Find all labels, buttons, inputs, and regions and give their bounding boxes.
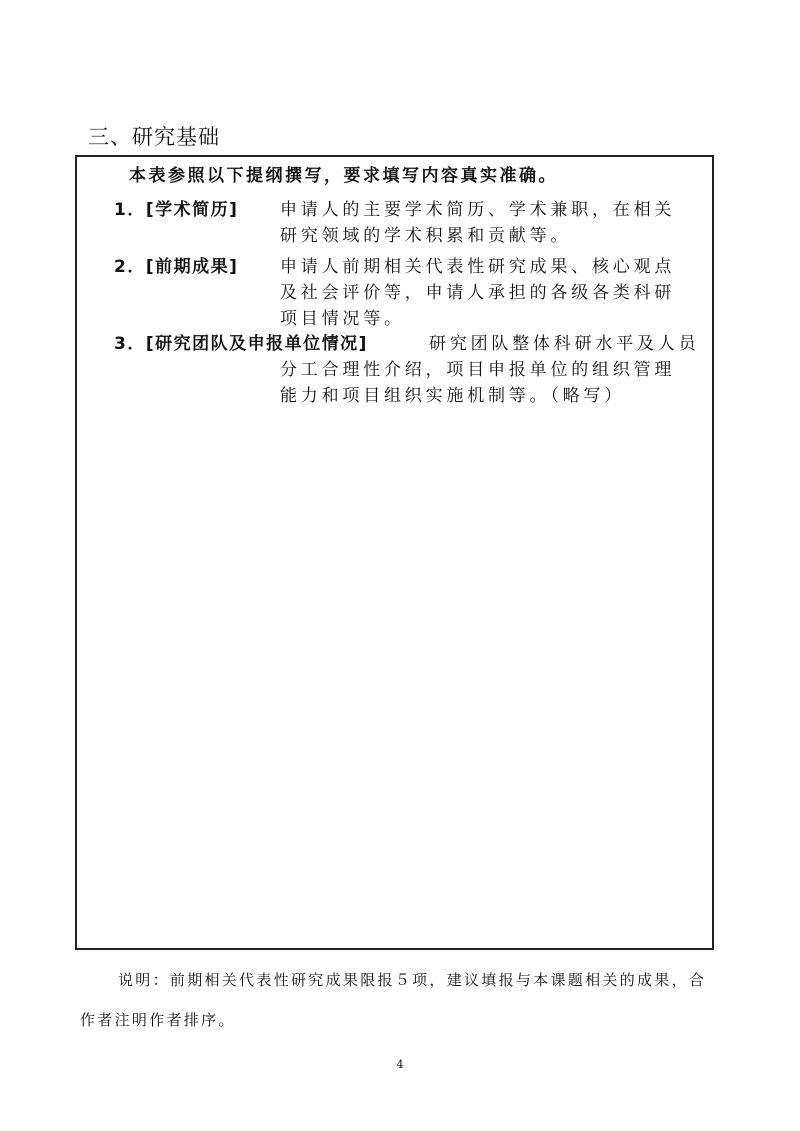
- outline-item-description: 申请人的主要学术简历、学术兼职，在相关研究领域的学术积累和贡献等。: [280, 200, 676, 246]
- outline-item-heading: 2．[前期成果]: [114, 257, 239, 277]
- outline-item-description: 申请人前期相关代表性研究成果、核心观点及社会评价等，申请人承担的各级各类科研项目情况等。: [280, 257, 676, 329]
- outline-item-heading: 3．[研究团队及申报单位情况]: [114, 334, 368, 354]
- outline-item-description-first-line: 研究团队整体科研水平及人员: [429, 334, 700, 354]
- outline-item-description-continuation: 分工合理性介绍，项目申报单位的组织管理能力和项目组织实施机制等。（略写）: [280, 360, 676, 406]
- outline-item-heading: 1．[学术简历]: [114, 200, 239, 220]
- form-instructions: 本表参照以下提纲撰写，要求填写内容真实准确。: [129, 166, 558, 186]
- page-number: 4: [396, 1058, 404, 1071]
- research-basis-form-box: [75, 155, 714, 950]
- section-title: 三、研究基础: [88, 125, 220, 149]
- footnote-explanation: 说明：前期相关代表性研究成果限报５项，建议填报与本课题相关的成果，合作者注明作者排序。: [80, 971, 707, 1029]
